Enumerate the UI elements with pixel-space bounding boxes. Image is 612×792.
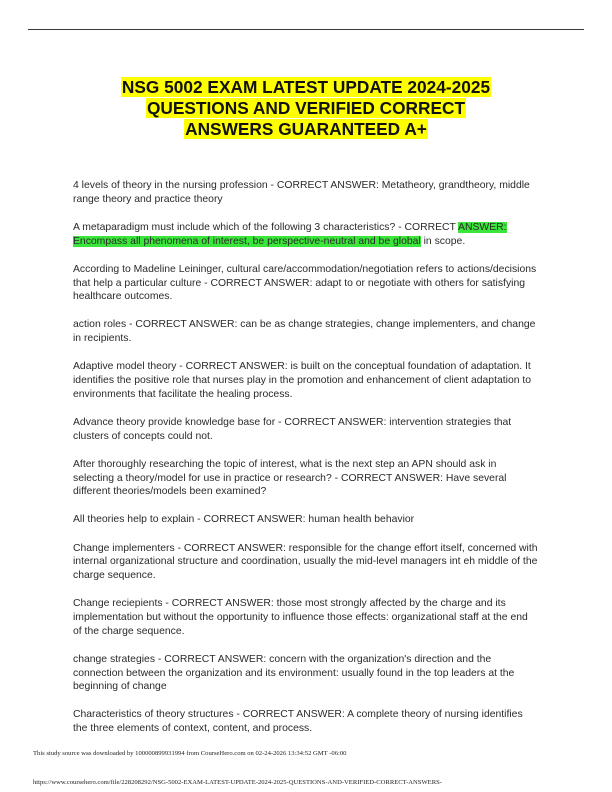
qa-item-2-tail: in scope. bbox=[420, 235, 466, 247]
title-line-3: ANSWERS GUARANTEED A+ bbox=[185, 119, 427, 139]
qa-item-2 bbox=[73, 221, 539, 248]
document-title bbox=[60, 77, 552, 140]
qa-item-7: After thoroughly researching the topic of interest, what is the next step an APN should ask in selecting a theory/model for use in practice or research? - CORRECT ANSWER: Have several different theories/models been examined? bbox=[73, 458, 507, 498]
title-line-2: QUESTIONS AND VERIFIED CORRECT bbox=[146, 98, 466, 118]
qa-item-9: Change implementers - CORRECT ANSWER: responsible for the change effort itself, concerned with internal organizational structure and coordination, usually the mid-level managers int eh middle of the charge sequence. bbox=[73, 542, 538, 582]
qa-item-6: Advance theory provide knowledge base for - CORRECT ANSWER: intervention strategies that clusters of concepts could not. bbox=[73, 416, 512, 442]
top-divider bbox=[28, 29, 584, 30]
title-line-1: NSG 5002 EXAM LATEST UPDATE 2024-2025 bbox=[121, 77, 491, 97]
qa-item-2-question: A metaparadigm must include which of the following 3 characteristics? - CORRECT bbox=[73, 221, 459, 233]
highlighted-answer: ANSWER: Encompass all phenomena of interest, be perspective-neutral and be global bbox=[73, 221, 507, 247]
source-url[interactable]: https://www.coursehero.com/file/228208292/NSG-5002-EXAM-LATEST-UPDATE-2024-2025-QUESTIONS-AND-VERIFIED-CORRECT-ANSWERS- bbox=[33, 779, 442, 786]
download-notice: This study source was downloaded by 100000899931994 from CourseHero.com on 02-24-2026 13:34:52 GMT -06:00 bbox=[33, 750, 347, 757]
qa-item-5: Adaptive model theory - CORRECT ANSWER: is built on the conceptual foundation of adaptation. It identifies the positive role that nurses play in the promotion and enhancement of client adaptation to environments that facilitate the healing process. bbox=[73, 361, 532, 400]
qa-item-10: Change reciepients - CORRECT ANSWER: those most strongly affected by the charge and its implementation but without the opportunity to influence those effects: organizational staff at the end of the charge sequence. bbox=[73, 598, 528, 637]
qa-item-11: change strategies - CORRECT ANSWER: concern with the organization's direction and the connection between the organization and its environment: usually found in the top leaders at the beginning of change bbox=[73, 653, 515, 693]
qa-item-8: All theories help to explain - CORRECT ANSWER: human health behavior bbox=[73, 514, 415, 526]
qa-item-3: According to Madeline Leininger, cultural care/accommodation/negotiation refers to actions/decisions that help a particular culture - CORRECT ANSWER: adapt to or negotiate with others for satisfying healthcare outcomes. bbox=[73, 263, 537, 303]
qa-list bbox=[73, 179, 539, 750]
qa-item-1: 4 levels of theory in the nursing profession - CORRECT ANSWER: Metatheory, grandtheory, middle range theory and practice theory bbox=[73, 180, 530, 205]
qa-item-4: action roles - CORRECT ANSWER: can be as change strategies, change implementers, and change in recipients. bbox=[73, 319, 536, 345]
qa-item-12: Characteristics of theory structures - CORRECT ANSWER: A complete theory of nursing identifies the three elements of context, content, and process. bbox=[73, 709, 523, 735]
